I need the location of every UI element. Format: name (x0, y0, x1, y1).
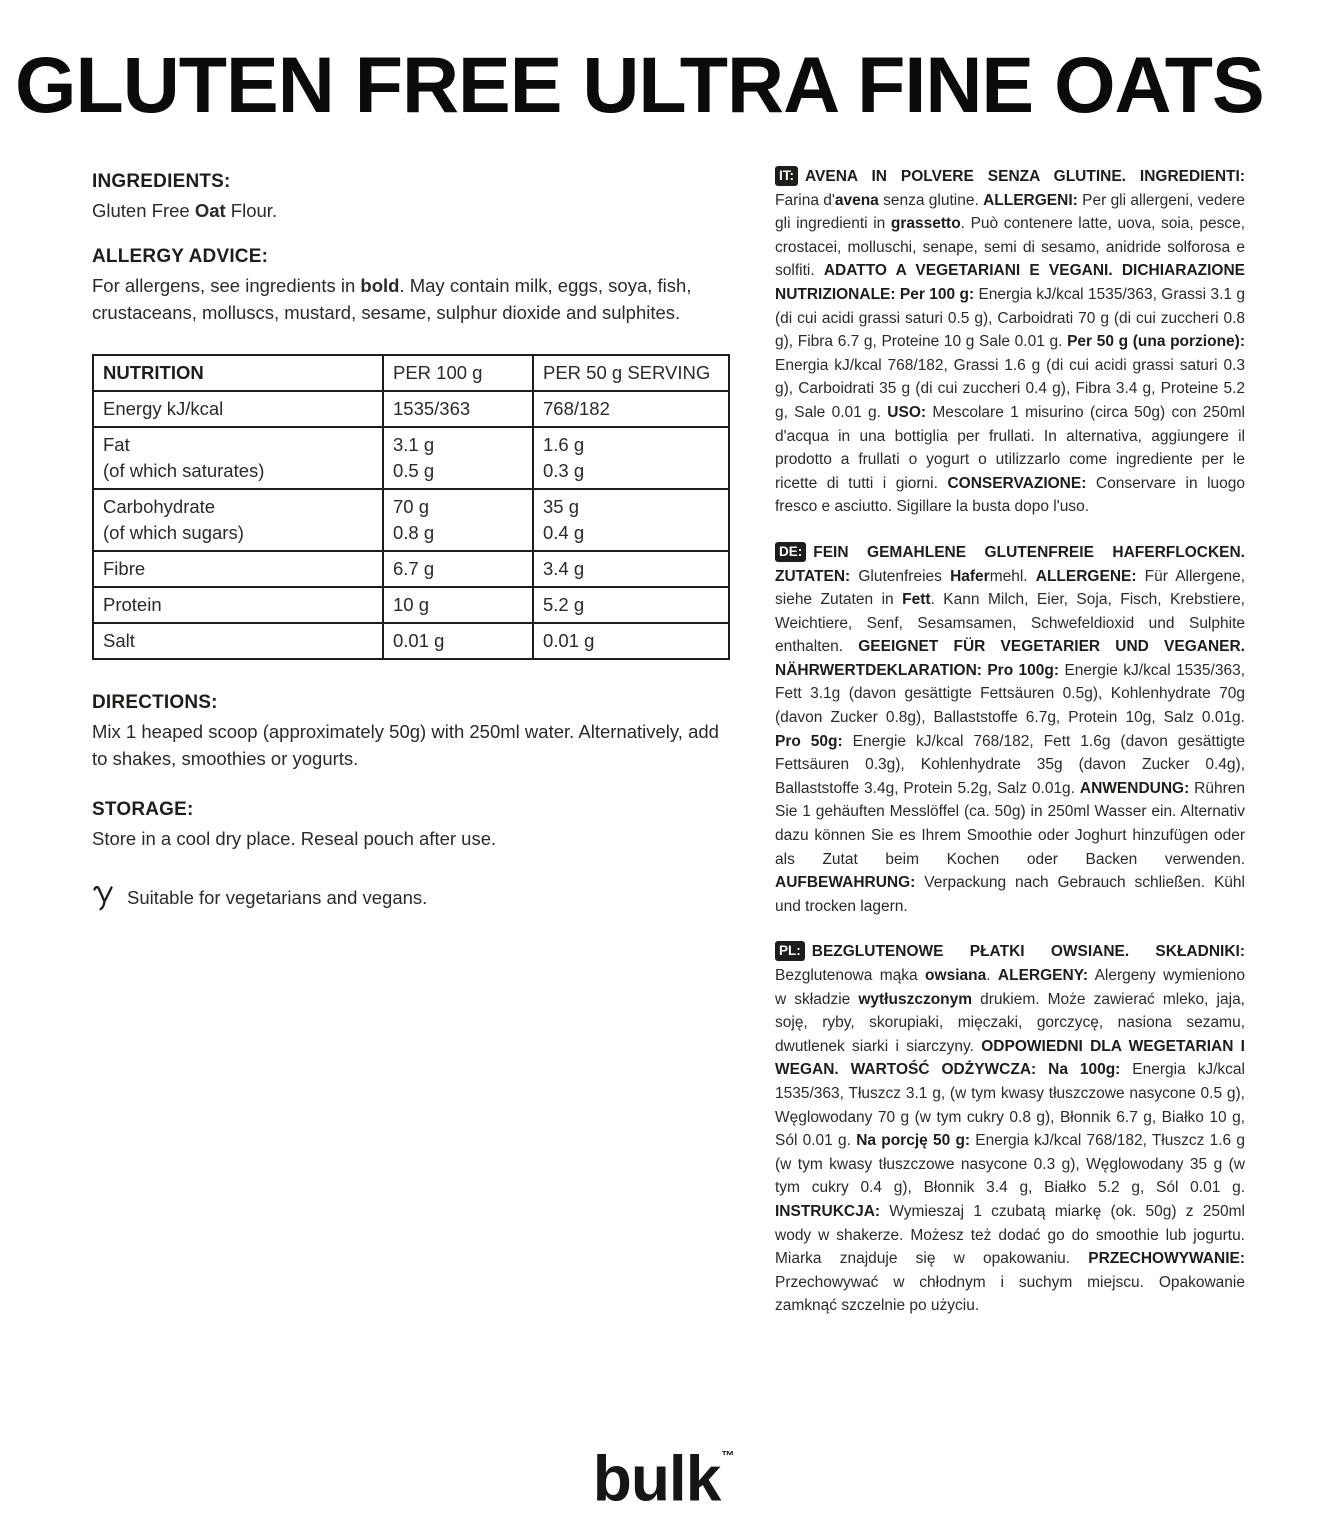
nutrition-row (93, 489, 729, 551)
directions-heading: DIRECTIONS: (92, 692, 218, 713)
value-per-100g: 70 g 0.8 g (383, 489, 533, 551)
value-per-100g: 1535/363 (383, 391, 533, 427)
allergy-section (92, 245, 732, 326)
ingredients-heading: INGREDIENTS: (92, 171, 231, 192)
lang-badge-it: IT: (775, 166, 798, 186)
lang-badge-de: DE: (775, 542, 806, 562)
nutrition-row (93, 587, 729, 623)
ingredients-section (92, 170, 732, 224)
value-per-50g: 5.2 g (533, 587, 729, 623)
lang-section-pl: PL: BEZGLUTENOWE PŁATKI OWSIANE. SKŁADNIKI: Bezglutenowa mąka owsiana. ALERGENY: Alergeny wymieniono w składzie wytłuszczonym drukiem. Może zawierać mleko, jaja, soję, ryby, skorupiaki, mięczaki, gorczycę, nasiona sezamu, dwutlenek siarki i siarczyny. ODPOWIEDNI DLA WEGETARIAN I WEGAN. WARTOŚĆ ODŻYWCZA: Na 100g: Energia kJ/kcal 1535/363, Tłuszcz 3.1 g, (w tym kwasy tłuszczowe nasycone 0.5 g), Węglowodany 70 g (w tym cukry 0.8 g), Błonnik 6.7 g, Białko 10 g, Sól 0.01 g. Na porcję 50 g: Energia kJ/kcal 768/182, Tłuszcz 1.6 g (w tym kwasy tłuszczowe nasycone 0.3 g), Węglowodany 35 g (w tym cukry 0.4 g), Błonnik 3.4 g, Białko 5.2 g, Sól 0.01 g. INSTRUKCJA: Wymieszaj 1 czubatą miarkę (ok. 50g) z 250ml wody w shakerze. Możesz też dodać go do smoothie lub jogurtu. Miarka znajduje się w opakowaniu. PRZECHOWYWANIE: Przechowywać w chłodnym i suchym miejscu. Opakowanie zamknąć szczelnie po użyciu. (775, 943, 1245, 1315)
value-per-50g: 3.4 g (533, 551, 729, 587)
nutrient-name: Energy kJ/kcal (93, 391, 383, 427)
nutrition-table-body (93, 391, 729, 659)
nutrition-col-header: NUTRITION (93, 355, 383, 391)
lang-section-it: IT: AVENA IN POLVERE SENZA GLUTINE. INGREDIENTI: Farina d'avena senza glutine. ALLERGENI: Per gli allergeni, vedere gli ingredienti in grassetto. Può contenere latte, uova, soia, pesce, crostacei, molluschi, senape, semi di sesamo, anidride solforosa e solfiti. ADATTO A VEGETARIANI E VEGANI. DICHIARAZIONE NUTRIZIONALE: Per 100 g: Energia kJ/kcal 1535/363, Grassi 3.1 g (di cui acidi grassi saturi 0.5 g), Carboidrati 70 g (di cui zuccheri 0.8 g), Fibra 6.7 g, Proteine 10 g Sale 0.01 g. Per 50 g (una porzione): Energia kJ/kcal 768/182, Grassi 1.6 g (di cui acidi grassi saturi 0.3 g), Carboidrati 35 g (di cui zuccheri 0.4 g), Fibra 3.4 g, Proteine 5.2 g, Sale 0.01 g. USO: Mescolare 1 misurino (circa 50g) con 250ml d'acqua in una bottiglia per frullati. In alternativa, aggiungere il prodotto a frullati o yogurt o utilizzarlo come ingrediente per le ricette di tutti i giorni. CONSERVAZIONE: Conservare in luogo fresco e asciutto. Sigillare la busta dopo l'uso. (775, 168, 1246, 516)
nutrition-header-row (93, 355, 729, 391)
translations (775, 165, 1245, 1340)
nutrition-row (93, 551, 729, 587)
brand-trademark: ™ (721, 1448, 734, 1463)
nutrient-name: Protein (93, 587, 383, 623)
ingredients-text: Gluten Free Oat Flour. (92, 200, 278, 221)
allergy-advice-text: For allergens, see ingredients in bold. May contain milk, eggs, soya, fish, crustaceans, molluscs, mustard, sesame, sulphur dioxide and sulphites. (92, 275, 692, 323)
nutrition-row (93, 623, 729, 659)
lang-section-de: DE: FEIN GEMAHLENE GLUTENFREIE HAFERFLOCKEN. ZUTATEN: Glutenfreies Hafermehl. ALLERGENE: Für Allergene, siehe Zutaten in Fett. Kann Milch, Eier, Soja, Fisch, Krebstiere, Weichtiere, Senf, Sesamsamen, Schwefeldioxid und Sulphite enthalten. GEEIGNET FÜR VEGETARIER UND VEGANER. NÄHRWERTDEKLARATION: Pro 100g: Energie kJ/kcal 1535/363, Fett 3.1g (davon gesättigte Fettsäuren 0.5g), Kohlenhydrate 70g (davon Zucker 0.8g), Ballaststoffe 6.7g, Protein 10g, Salz 0.01g. Pro 50g: Energie kJ/kcal 768/182, Fett 1.6g (davon gesättigte Fettsäuren 0.3g), Kohlenhydrate 35g (davon Zucker 0.4g), Ballaststoffe 3.4g, Protein 5.2g, Salz 0.01g. ANWENDUNG: Rühren Sie 1 gehäuften Messlöffel (ca. 50g) in 250ml Wasser ein. Alternativ dazu können Sie es Ihrem Smoothie oder Joghurt hinzufügen oder als Zutat beim Kochen oder Backen verwenden. AUFBEWAHRUNG: Verpackung nach Gebrauch schließen. Kühl und trocken lagern. (775, 543, 1245, 915)
storage-heading: STORAGE: (92, 799, 194, 820)
per-50g-col-header: PER 50 g SERVING (533, 355, 729, 391)
left-column (92, 170, 732, 911)
allergy-advice-heading: ALLERGY ADVICE: (92, 246, 269, 267)
nutrient-name: Fat (of which saturates) (93, 427, 383, 489)
nutrient-name: Salt (93, 623, 383, 659)
nutrition-row (93, 427, 729, 489)
value-per-50g: 0.01 g (533, 623, 729, 659)
nutrition-row (93, 391, 729, 427)
value-per-50g: 35 g 0.4 g (533, 489, 729, 551)
value-per-100g: 6.7 g (383, 551, 533, 587)
nutrition-table-header (93, 355, 729, 391)
vegetarian-row (92, 884, 732, 911)
vegetarian-note: Suitable for vegetarians and vegans. (127, 886, 428, 908)
vegetarian-v-icon (92, 884, 117, 911)
value-per-50g: 1.6 g 0.3 g (533, 427, 729, 489)
brand-logo (592, 1442, 734, 1514)
product-title: GLUTEN FREE ULTRA FINE OATS (15, 39, 1264, 129)
value-per-100g: 10 g (383, 587, 533, 623)
nutrient-name: Fibre (93, 551, 383, 587)
nutrition-table (92, 354, 730, 660)
storage-section (92, 798, 732, 852)
brand-wordmark: bulk (592, 1442, 721, 1514)
nutrient-name: Carbohydrate (of which sugars) (93, 489, 383, 551)
per-100g-col-header: PER 100 g (383, 355, 533, 391)
lang-badge-pl: PL: (775, 941, 805, 961)
directions-section (92, 691, 732, 772)
value-per-50g: 768/182 (533, 391, 729, 427)
storage-text: Store in a cool dry place. Reseal pouch after use. (92, 828, 497, 849)
directions-text: Mix 1 heaped scoop (approximately 50g) with 250ml water. Alternatively, add to shakes, smoothies or yogurts. (92, 721, 719, 769)
value-per-100g: 3.1 g 0.5 g (383, 427, 533, 489)
value-per-100g: 0.01 g (383, 623, 533, 659)
